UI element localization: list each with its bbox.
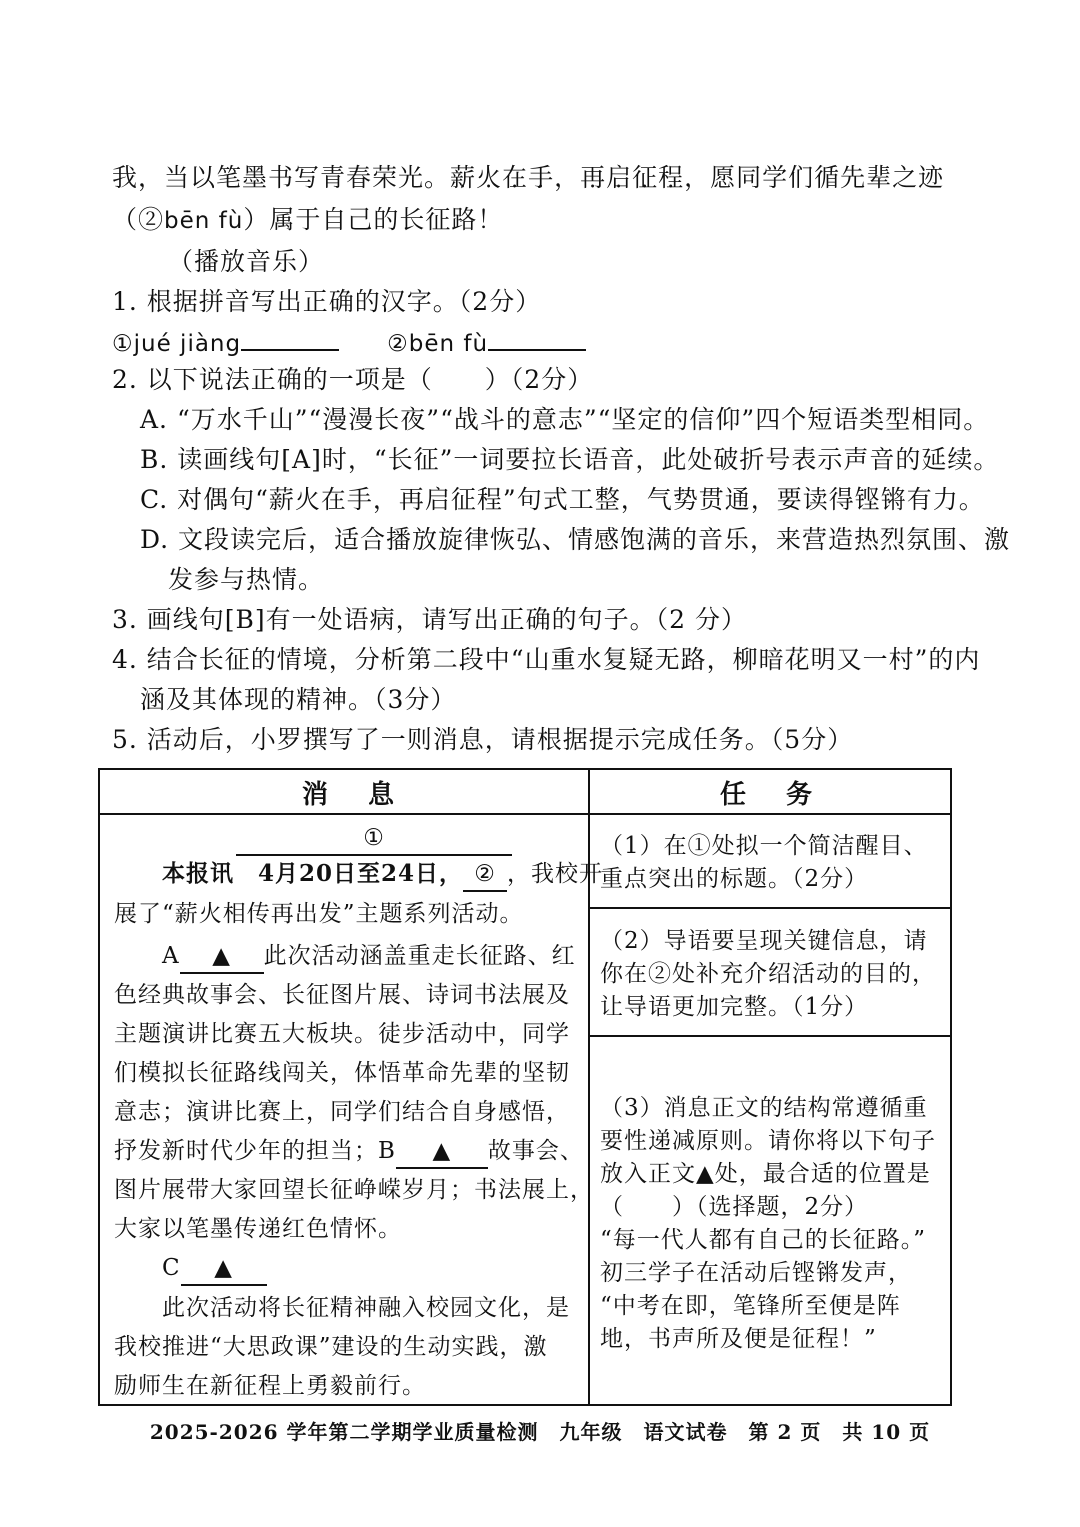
option-d-line-2: 发参与热情。 (168, 565, 325, 594)
answer-blank-2[interactable] (488, 323, 586, 351)
intro-line-1: 我，当以笔墨书写青春荣光。薪火在手，再启征程，愿同学们循先辈之迹 (112, 163, 945, 192)
task-2-line-2: 你在②处补充介绍活动的目的， (600, 961, 936, 987)
header-tasks: 任务 (720, 780, 853, 810)
page-footer: 2025-2026 学年第二学期学业质量检测 九年级 语文试卷 第 2 页 共 10 页 (149, 1420, 931, 1444)
task-3-line-7: “中考在即，笔锋所至便是阵 (600, 1293, 901, 1319)
placeholder-b[interactable]: ▲ (396, 1135, 488, 1169)
option-c: C. 对偶句“薪火在手，再启征程”句式工整，气势贯通，要读得铿锵有力。 (140, 485, 985, 514)
question-3: 3. 画线句[B]有一处语病，请写出正确的句子。（2 分） (112, 605, 748, 634)
task-3-line-6: 初三学子在活动后铿锵发声， (600, 1260, 912, 1286)
task-3-line-2: 要性递减原则。请你将以下句子 (600, 1128, 936, 1154)
news-lead-1: 本报讯 4月20日至24日， ② ，我校开 (162, 858, 603, 892)
news-body-b-2: 图片展带大家回望长征峥嵘岁月；书法展上， (114, 1177, 594, 1203)
placeholder-a[interactable]: ▲ (180, 940, 264, 974)
news-body-a-3: 主题演讲比赛五大板块。徒步活动中，同学 (114, 1021, 570, 1047)
question-2: 2. 以下说法正确的一项是（ ）（2分） (112, 365, 594, 394)
header-news: 消息 (302, 780, 435, 810)
task-1-line-1: （1）在①处拟一个简洁醒目、 (600, 833, 928, 859)
news-lead-2: 展了“薪火相传再出发”主题系列活动。 (114, 901, 524, 927)
news-body-a-5: 意志；演讲比赛上，同学们结合自身感悟， (114, 1099, 570, 1125)
news-task-table (98, 768, 952, 1406)
music-cue: （播放音乐） (168, 247, 325, 276)
task-1-line-2: 重点突出的标题。（2分） (600, 866, 869, 892)
task-3-line-8: 地，书声所及便是征程！” (600, 1326, 877, 1352)
question-1: 1. 根据拼音写出正确的汉字。（2分） (112, 287, 542, 316)
task-3-line-3: 放入正文▲处，最合适的位置是 (600, 1161, 931, 1187)
task-2-line-1: （2）导语要呈现关键信息，请 (600, 928, 928, 954)
news-body-b-3: 大家以笔墨传递红色情怀。 (114, 1216, 402, 1242)
option-b: B. 读画线句[A]时，“长征”一词要拉长语音，此处破折号表示声音的延续。 (140, 445, 1000, 474)
question-5: 5. 活动后，小罗撰写了一则消息，请根据提示完成任务。（5分） (112, 725, 854, 754)
intro-line-2: （②bēn fù）属于自己的长征路！ (112, 205, 504, 234)
news-body-a-4: 们模拟长征路线闯关，体悟革命先辈的坚韧 (114, 1060, 570, 1086)
pinyin-item-1: ①jué jiàng (112, 331, 242, 357)
task-3-line-5: “每一代人都有自己的长征路。” (600, 1227, 927, 1253)
news-body-c: C ▲ (162, 1252, 267, 1286)
news-body-a-2: 色经典故事会、长征图片展、诗词书法展及 (114, 982, 570, 1008)
task-3-line-4: （ ）（选择题，2分） (600, 1194, 869, 1220)
question-4-line-2: 涵及其体现的精神。（3分） (140, 685, 457, 714)
question-1-items (112, 323, 586, 362)
question-4-line-1: 4. 结合长征的情境，分析第二段中“山重水复疑无路，柳暗花明又一村”的内 (112, 645, 981, 674)
news-end-2: 我校推进“大思政课”建设的生动实践，激 (114, 1334, 548, 1360)
dotted-phrase: 薪火在手，再启征程 (450, 163, 685, 192)
task-3-line-1: （3）消息正文的结构常遵循重 (600, 1095, 928, 1121)
option-d-line-1: D. 文段读完后，适合播放旋律恢弘、情感饱满的音乐，来营造热烈氛围、激 (140, 525, 1011, 554)
news-end-1: 此次活动将长征精神融入校园文化，是 (162, 1295, 570, 1321)
answer-blank-1[interactable] (241, 323, 339, 351)
pinyin-item-2: ②bēn fù (387, 331, 489, 357)
placeholder-c[interactable]: ▲ (181, 1252, 267, 1286)
lead-blank-2[interactable]: ② (463, 858, 507, 892)
news-title-blank[interactable]: ① (236, 822, 512, 856)
news-body-a-6: 抒发新时代少年的担当；B ▲ 故事会、 (114, 1135, 584, 1169)
option-a: A. “万水千山”“漫漫长夜”“战斗的意志”“坚定的信仰”四个短语类型相同。 (140, 405, 990, 434)
task-2-line-3: 让导语更加完整。（1分） (600, 994, 869, 1020)
news-body-a-1: A ▲ 此次活动涵盖重走长征路、红 (162, 940, 576, 974)
news-end-3: 励师生在新征程上勇毅前行。 (114, 1373, 426, 1399)
